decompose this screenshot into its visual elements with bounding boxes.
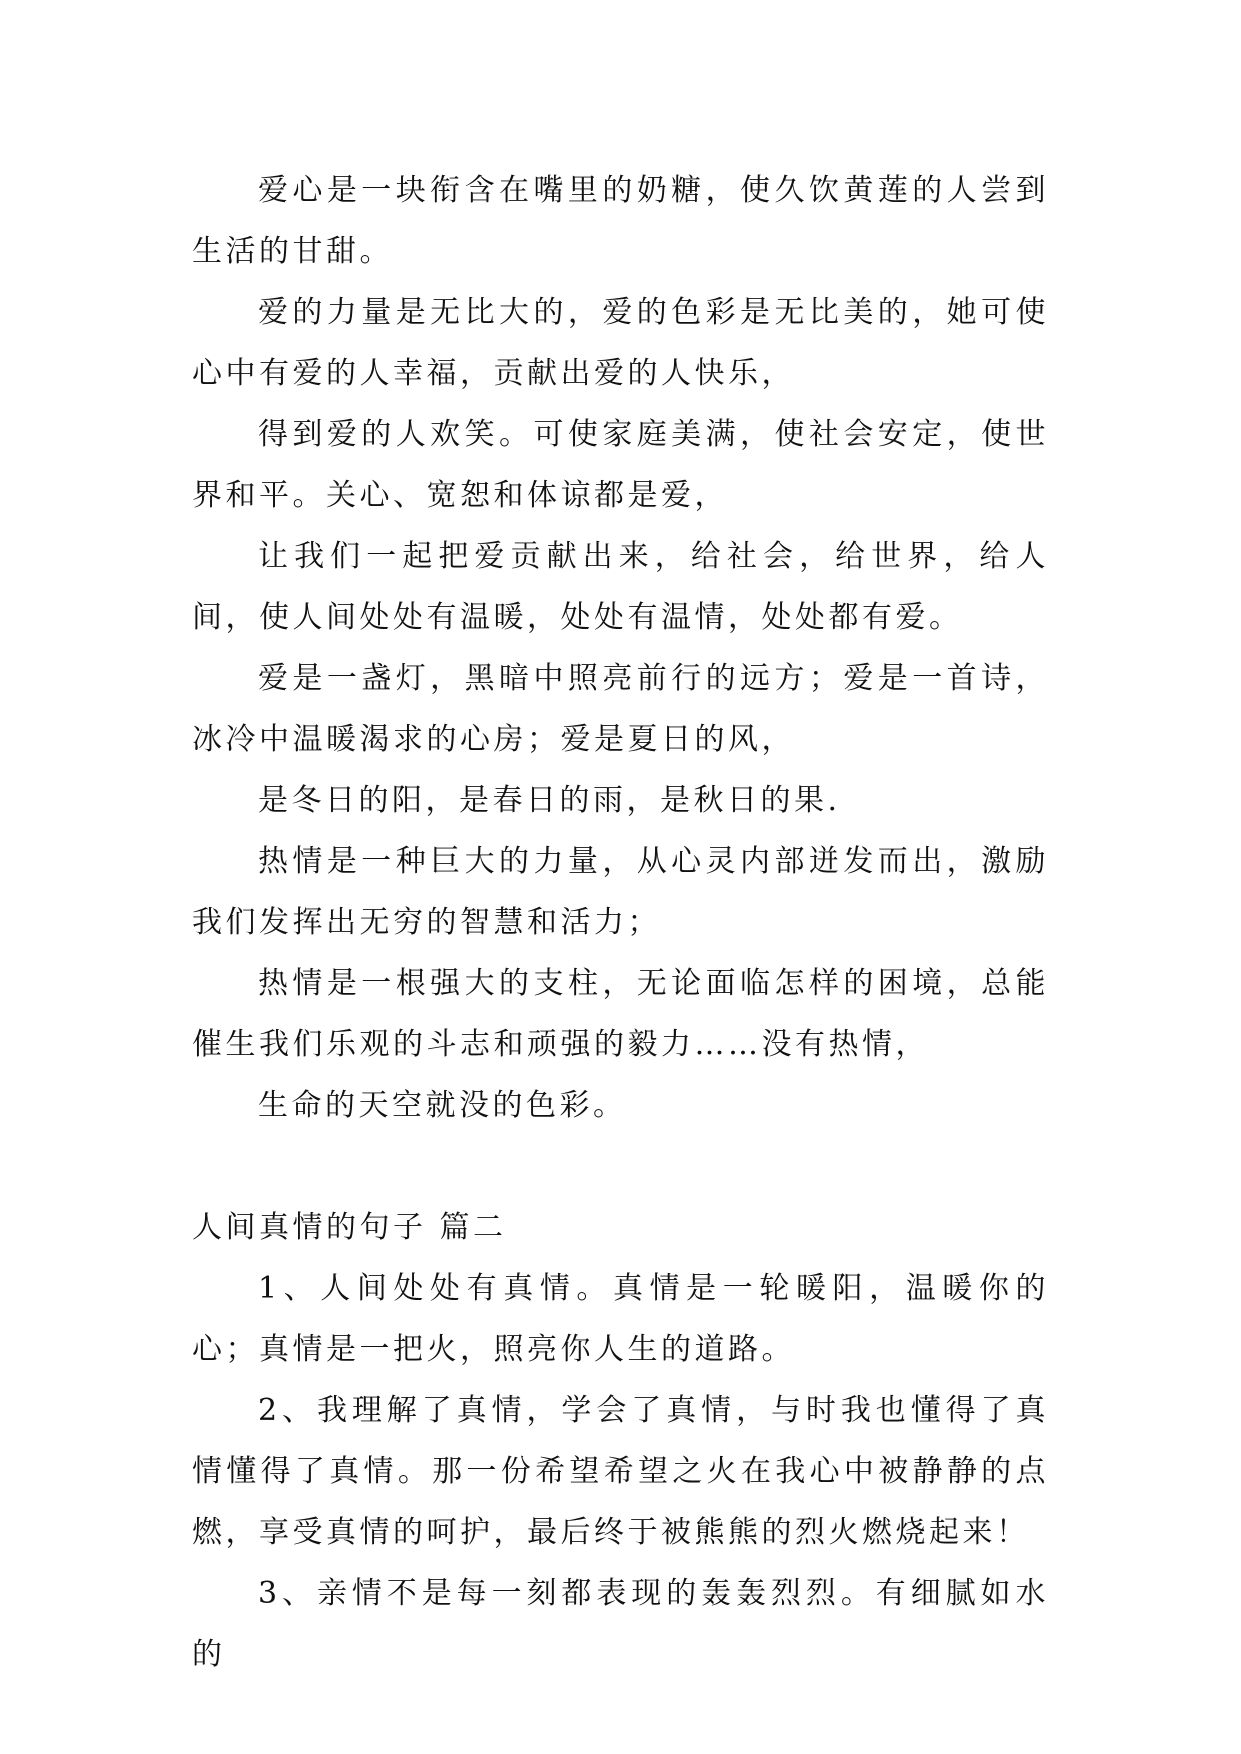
paragraph-8: 热情是一根强大的支柱，无论面临怎样的困境，总能催生我们乐观的斗志和顽强的毅力……没有热情， bbox=[192, 966, 1049, 1062]
numbered-paragraph-2: 2、我理解了真情，学会了真情，与时我也懂得了真情懂得了真情。那一份希望希望之火在我心中被静静的点燃，享受真情的呵护，最后终于被熊熊的烈火燃烧起来！ bbox=[192, 1393, 1049, 1550]
document-page bbox=[192, 160, 1049, 1685]
paragraph-6: 是冬日的阳，是春日的雨，是秋日的果. bbox=[258, 783, 841, 818]
paragraph-2: 爱的力量是无比大的，爱的色彩是无比美的，她可使心中有爱的人幸福，贡献出爱的人快乐， bbox=[192, 295, 1049, 391]
numbered-paragraph-3: 3、亲情不是每一刻都表现的轰轰烈烈。有细腻如水的 bbox=[192, 1576, 1049, 1672]
paragraph-5: 爱是一盏灯，黑暗中照亮前行的远方；爱是一首诗，冰冷中温暖渴求的心房；爱是夏日的风， bbox=[192, 661, 1049, 757]
paragraph-4: 让我们一起把爱贡献出来，给社会，给世界，给人间，使人间处处有温暖，处处有温情，处处都有爱。 bbox=[192, 539, 1049, 635]
paragraph-9: 生命的天空就没的色彩。 bbox=[258, 1088, 627, 1123]
numbered-paragraph-1: 1、人间处处有真情。真情是一轮暖阳，温暖你的心；真情是一把火，照亮你人生的道路。 bbox=[192, 1271, 1049, 1367]
paragraph-7: 热情是一种巨大的力量，从心灵内部迸发而出，激励我们发挥出无穷的智慧和活力； bbox=[192, 844, 1049, 940]
paragraph-1: 爱心是一块衔含在嘴里的奶糖，使久饮黄莲的人尝到生活的甘甜。 bbox=[192, 173, 1049, 269]
section-heading: 人间真情的句子 篇二 bbox=[192, 1210, 507, 1245]
paragraph-3: 得到爱的人欢笑。可使家庭美满，使社会安定，使世界和平。关心、宽恕和体谅都是爱， bbox=[192, 417, 1049, 513]
